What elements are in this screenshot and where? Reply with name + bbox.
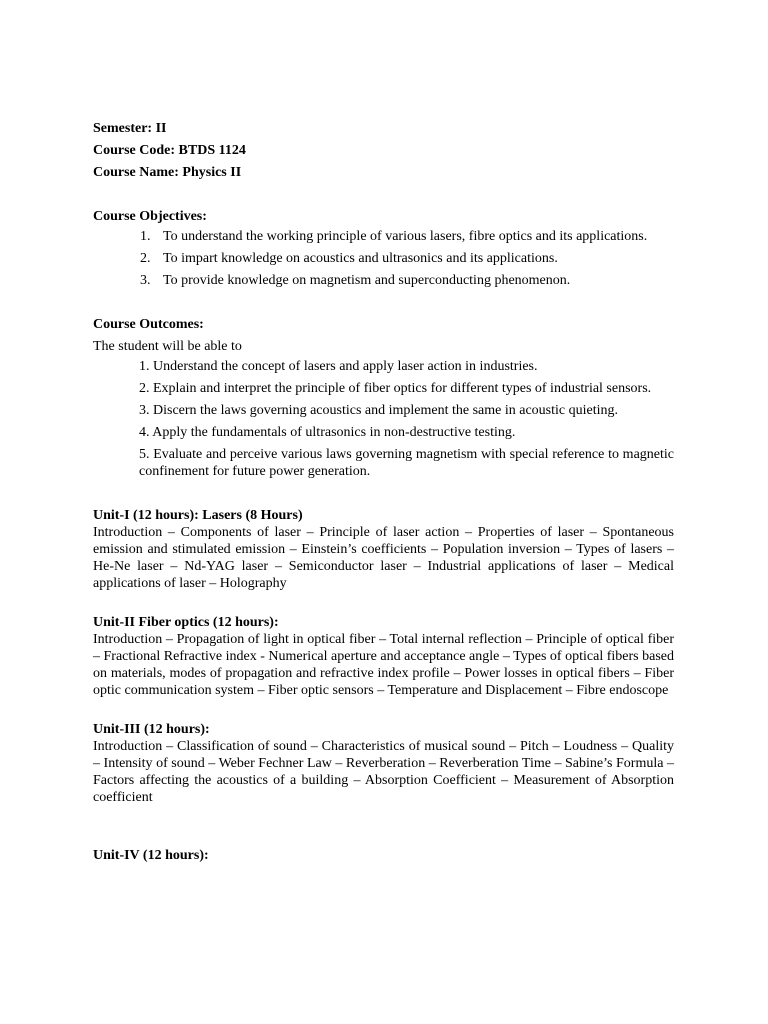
unit-4-title: Unit-IV (12 hours): <box>93 848 209 863</box>
outcome-item: 1. Understand the concept of lasers and apply laser action in industries. <box>139 359 538 374</box>
syllabus-content <box>93 118 674 864</box>
objective-number: 3. <box>140 273 151 288</box>
objective-text: To provide knowledge on magnetism and superconducting phenomenon. <box>163 273 571 288</box>
objective-item <box>140 228 674 250</box>
unit-2-title: Unit-II Fiber optics (12 hours): <box>93 615 279 630</box>
objective-text: To understand the working principle of various lasers, fibre optics and its applications. <box>163 229 648 244</box>
unit-1-title: Unit-I (12 hours): Lasers (8 Hours) <box>93 508 303 523</box>
outcomes-heading: Course Outcomes: <box>93 317 204 332</box>
unit-1-body: Introduction – Components of laser – Principle of laser action – Properties of laser – Spontaneous emission and stimulated emission – Einstein’s coefficients – Population inversion – Types of lasers – He-Ne laser – Nd-YAG laser – Semiconductor laser – Industrial applications of laser – Medical applications of laser – Holography <box>93 525 674 591</box>
objectives-heading: Course Objectives: <box>93 209 207 224</box>
objective-item <box>140 250 674 272</box>
outcome-item: 5. Evaluate and perceive various laws governing magnetism with special reference to magnetic confinement for future power generation. <box>139 447 674 479</box>
outcome-item: 3. Discern the laws governing acoustics and implement the same in acoustic quieting. <box>139 403 618 418</box>
outcomes-intro: The student will be able to <box>93 339 242 354</box>
objective-item <box>140 272 674 294</box>
outcome-item: 4. Apply the fundamentals of ultrasonics in non-destructive testing. <box>139 425 516 440</box>
objectives-list <box>93 228 674 294</box>
objective-number: 1. <box>140 229 151 244</box>
objective-text: To impart knowledge on acoustics and ultrasonics and its applications. <box>163 251 558 266</box>
outcome-item: 2. Explain and interpret the principle of fiber optics for different types of industrial sensors. <box>139 381 652 396</box>
objective-number: 2. <box>140 251 151 266</box>
course-name-line: Course Name: Physics II <box>93 165 242 180</box>
unit-3-body: Introduction – Classification of sound – Characteristics of musical sound – Pitch – Loudness – Quality – Intensity of sound – Weber Fechner Law – Reverberation – Reverberation Time – Sabine’s Formula – Factors affecting the acoustics of a building – Absorption Coefficient – Measurement of Absorption coefficient <box>93 739 674 805</box>
semester-line: Semester: II <box>93 121 167 136</box>
unit-2-body: Introduction – Propagation of light in optical fiber – Total internal reflection – Principle of optical fiber – Fractional Refractive index - Numerical aperture and acceptance angle – Types of optical fibers based on materials, modes of propagation and refractive index profile – Power losses in optical fibers – Fiber optic communication system – Fiber optic sensors – Temperature and Displacement – Fibre endoscope <box>93 632 674 698</box>
course-code-line: Course Code: BTDS 1124 <box>93 143 246 158</box>
unit-3-title: Unit-III (12 hours): <box>93 722 210 737</box>
